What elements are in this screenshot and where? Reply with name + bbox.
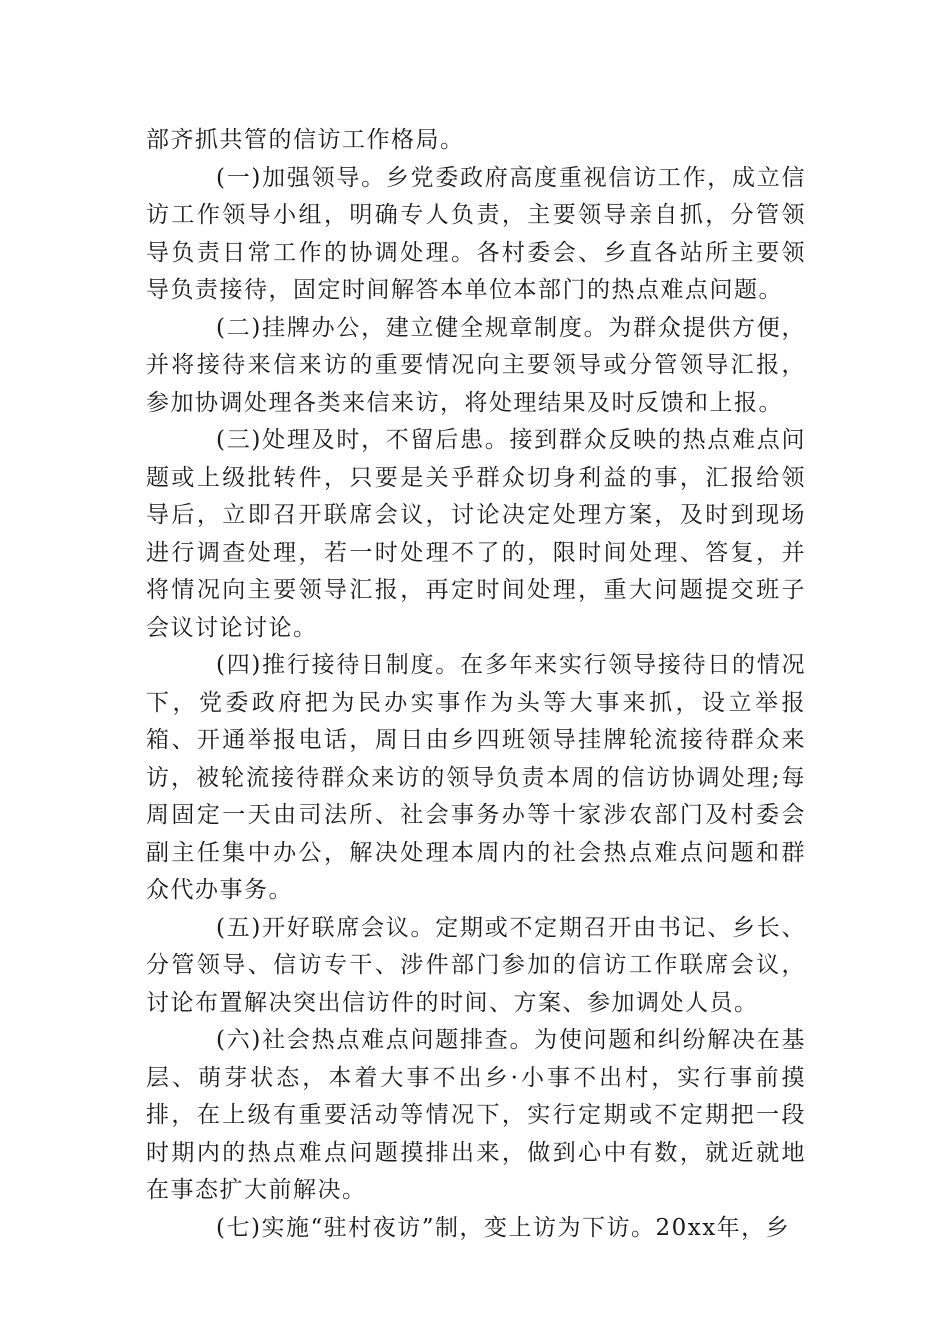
paragraph-village-night-visit: (七)实施“驻村夜访”制，变上访为下访。20xx年，乡	[216, 1214, 791, 1241]
paragraph-listed-office: (二)挂牌办公，建立健全规章制度。为群众提供方便，并将接待来信来访的重要情况向主要领导或分管领导汇报，参加协调处理各类来信来访，将处理结果及时反馈和上报。	[146, 314, 806, 416]
document-body	[146, 122, 806, 1247]
paragraph-joint-meeting: (五)开好联席会议。定期或不定期召开由书记、乡长、分管领导、信访专干、涉件部门参加的信访工作联席会议，讨论布置解决突出信访件的时间、方案、参加调处人员。	[146, 914, 806, 1016]
paragraph-issue-screening: (六)社会热点难点问题排查。为使问题和纠纷解决在基层、萌芽状态，本着大事不出乡·小事不出村，实行事前摸排，在上级有重要活动等情况下，实行定期或不定期把一段时期内的热点难点问题摸排出来，做到心中有数，就近就地在事态扩大前解决。	[146, 1027, 806, 1203]
paragraph-timely-handling: (三)处理及时，不留后患。接到群众反映的热点难点问题或上级批转件，只要是关乎群众切身利益的事，汇报给领导后，立即召开联席会议，讨论决定处理方案，及时到现场进行调查处理，若一时处理不了的，限时间处理、答复，并将情况向主要领导汇报，再定时间处理，重大问题提交班子会议讨论讨论。	[146, 427, 806, 641]
paragraph-strengthen-leadership: (一)加强领导。乡党委政府高度重视信访工作，成立信访工作领导小组，明确专人负责，主要领导亲自抓，分管领导负责日常工作的协调处理。各村委会、乡直各站所主要领导负责接待，固定时间解答本单位本部门的热点难点问题。	[146, 164, 806, 303]
paragraph-reception-day: (四)推行接待日制度。在多年来实行领导接待日的情况下，党委政府把为民办实事作为头等大事来抓，设立举报箱、开通举报电话，周日由乡四班领导挂牌轮流接待群众来访，被轮流接待群众来访的领导负责本周的信访协调处理;每周固定一天由司法所、社会事务办等十家涉农部门及村委会副主任集中办公，解决处理本周内的社会热点难点问题和群众代办事务。	[146, 652, 806, 903]
paragraph-continuation: 部齐抓共管的信访工作格局。	[146, 127, 465, 153]
